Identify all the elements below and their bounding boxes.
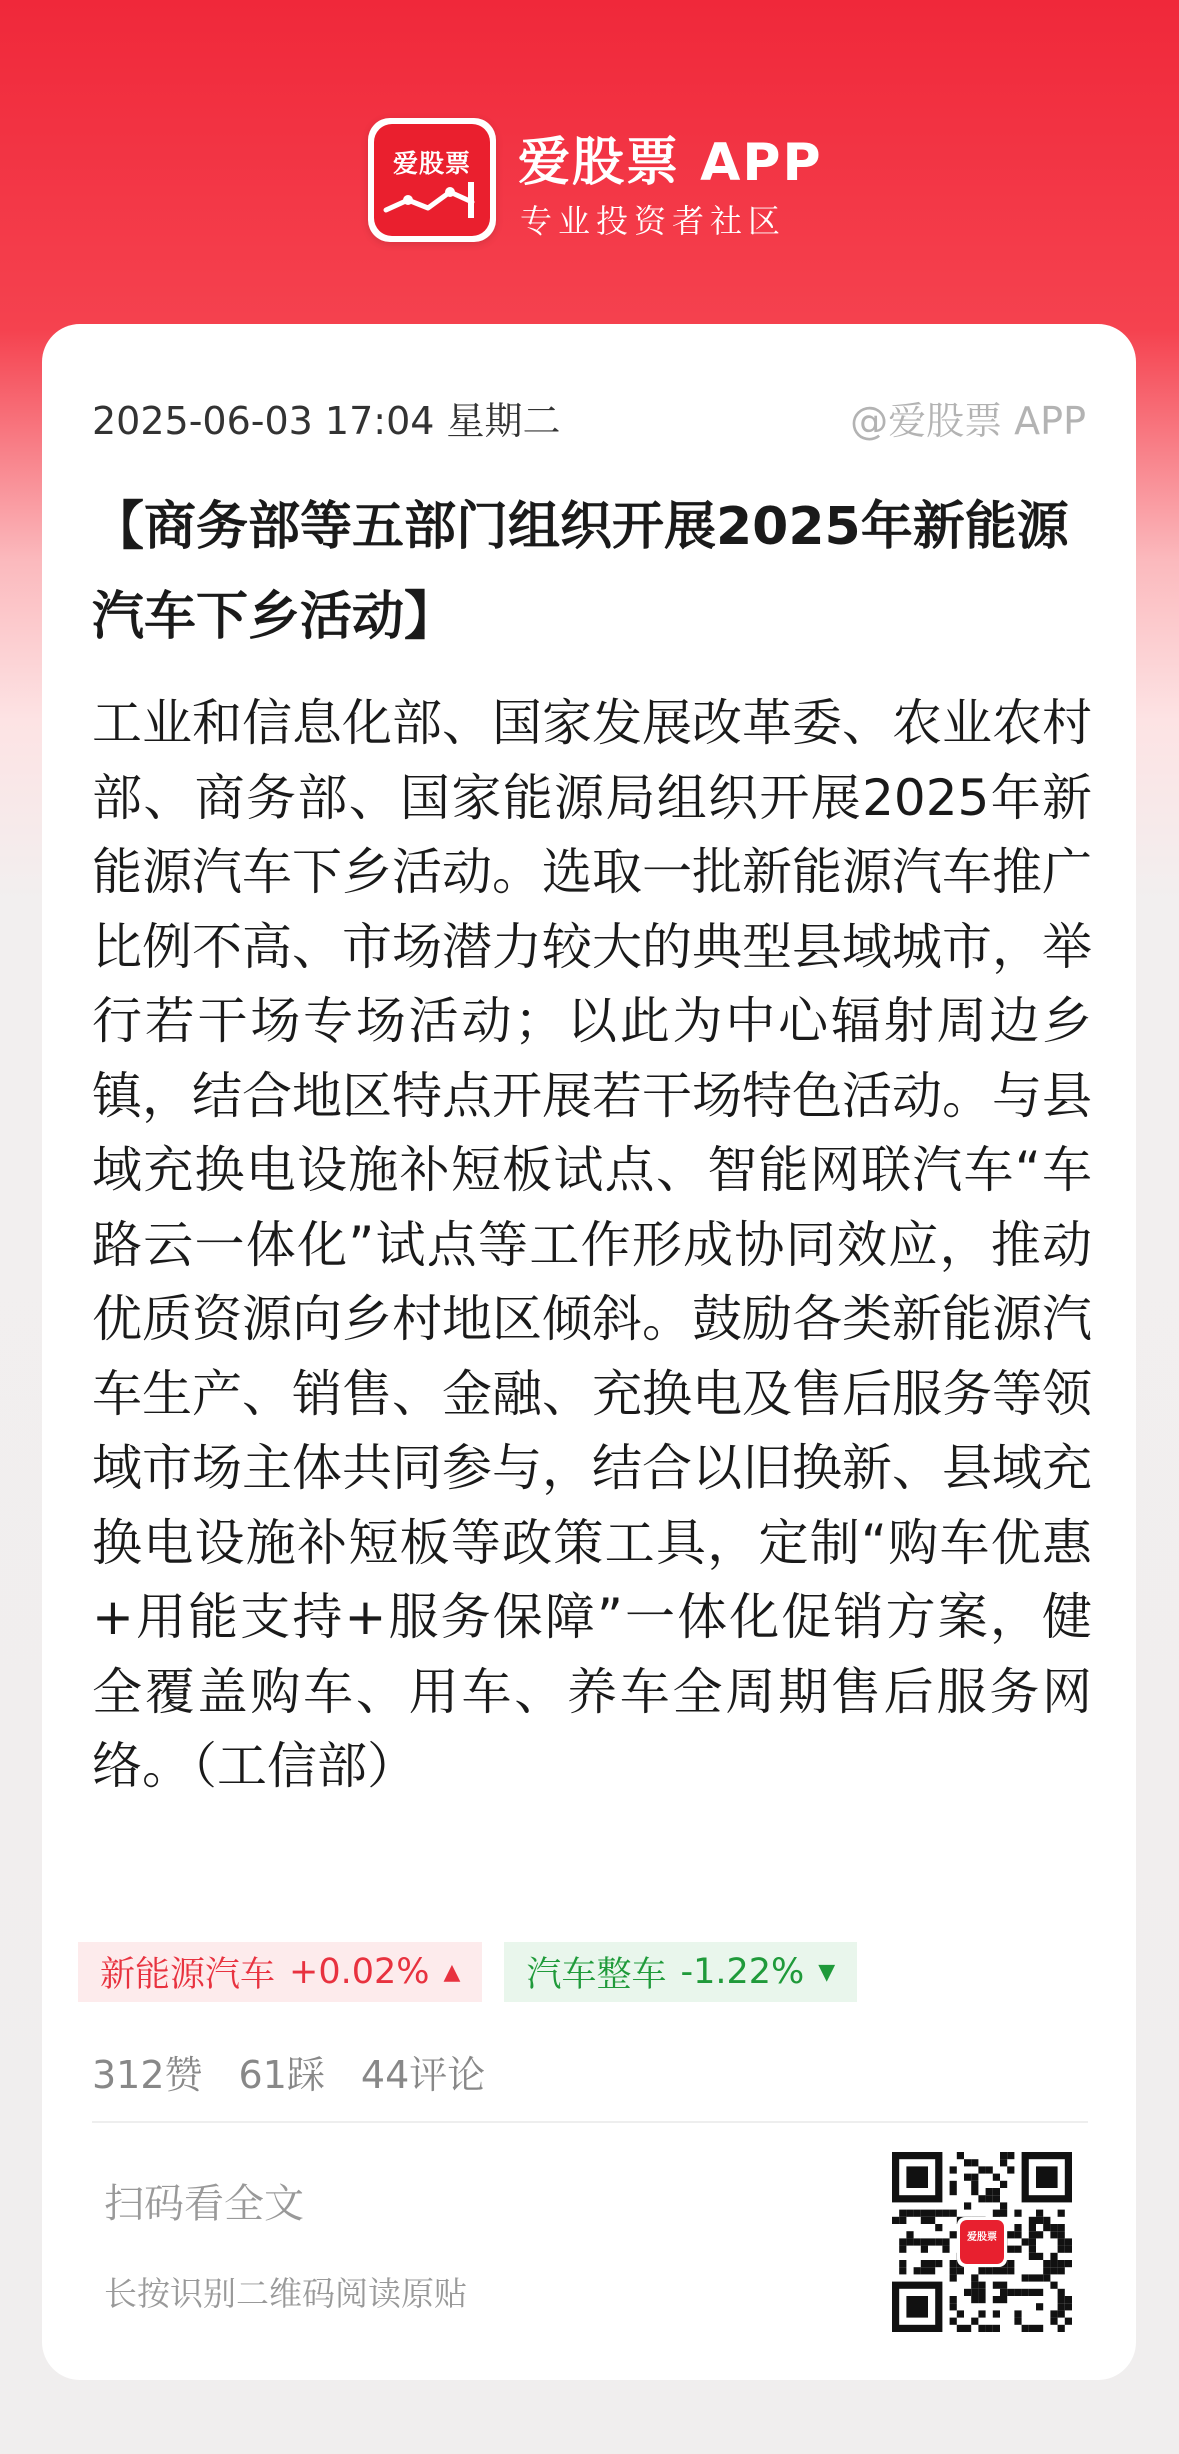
- post-source[interactable]: @爱股票 APP: [850, 399, 1086, 443]
- app-name: 爱股票 APP: [518, 133, 823, 193]
- scan-title: 扫码看全文: [104, 2181, 304, 2227]
- divider: [92, 2121, 1088, 2123]
- stock-tag-name: 新能源汽车: [100, 1955, 276, 1995]
- arrow-up-icon: ▲: [443, 1959, 461, 1985]
- post-datetime: 2025-06-03 17:04 星期二: [92, 399, 561, 443]
- trend-line-icon: [382, 180, 482, 220]
- app-logo: [368, 118, 496, 242]
- app-logo-text: 爱股票: [392, 149, 471, 178]
- stock-tag-name: 汽车整车: [526, 1955, 667, 1995]
- stock-tags: [78, 1942, 857, 2002]
- qr-logo: [957, 2217, 1007, 2267]
- qr-code[interactable]: [892, 2152, 1072, 2332]
- scan-hint: 长按识别二维码阅读原贴: [104, 2274, 467, 2313]
- arrow-down-icon: ▼: [818, 1959, 836, 1985]
- stock-tag-auto[interactable]: [504, 1942, 857, 2002]
- comments-count[interactable]: 44评论: [360, 2053, 486, 2097]
- post-stats: [92, 2044, 485, 2099]
- stock-tag-change: -1.22%: [680, 1952, 805, 1992]
- app-header: [0, 0, 1179, 330]
- stock-tag-new-energy[interactable]: [78, 1942, 482, 2002]
- stock-tag-change: +0.02%: [289, 1952, 430, 1992]
- post-body: 工业和信息化部、国家发展改革委、农业农村部、商务部、国家能源局组织开展2025年新能源汽车下乡活动。选取一批新能源汽车推广比例不高、市场潜力较大的典型县域城市，举行若干场专场活动；以此为中心辐射周边乡镇，结合地区特点开展若干场特色活动。与县域充换电设施补短板试点、智能网联汽车“车路云一体化”试点等工作形成协同效应，推动优质资源向乡村地区倾斜。鼓励各类新能源汽车生产、销售、金融、充换电及售后服务等领域市场主体共同参与，结合以旧换新、县域充换电设施补短板等政策工具，定制“购车优惠+用能支持+服务保障”一体化促销方案，健全覆盖购车、用车、养车全周期售后服务网络。（工信部）: [92, 694, 1092, 1795]
- dislikes-count[interactable]: 61踩: [238, 2053, 325, 2097]
- post-title: 【商务部等五部门组织开展2025年新能源汽车下乡活动】: [92, 497, 1069, 647]
- app-slogan: 专业投资者社区: [520, 202, 787, 240]
- post-card: [42, 324, 1136, 2380]
- likes-count[interactable]: 312赞: [92, 2053, 203, 2097]
- qr-logo-text: 爱股票: [960, 2220, 1004, 2264]
